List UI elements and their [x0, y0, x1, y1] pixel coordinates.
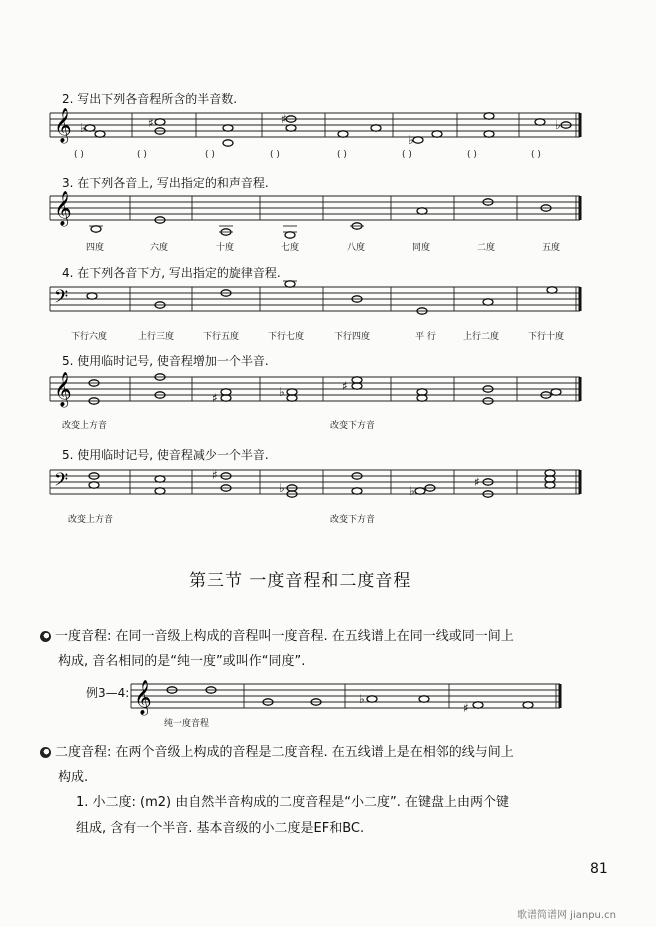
interval-label: 五度 — [542, 243, 561, 253]
interval-label: 平 行 — [415, 332, 436, 342]
svg-text:♭: ♭ — [80, 121, 86, 135]
exercise-5b-title: 5. 使用临时记号, 使音程减少一个半音. — [62, 448, 269, 462]
second-paragraph — [40, 740, 600, 790]
svg-text:♭: ♭ — [408, 133, 414, 147]
svg-text:♭: ♭ — [409, 484, 415, 498]
answer-paren: ( ) — [137, 150, 147, 160]
unison-text-line1: 一度音程: 在同一音级上构成的音程叫一度音程. 在五线谱上在同一线或同一间上 — [55, 629, 514, 644]
answer-paren: ( ) — [531, 150, 541, 160]
answer-paren: ( ) — [270, 150, 280, 160]
interval-label: 下行七度 — [268, 332, 305, 342]
interval-label: 六度 — [150, 243, 169, 253]
svg-text:♯: ♯ — [474, 475, 480, 489]
example-caption: 纯一度音程 — [164, 719, 210, 729]
minor-second-paragraph — [76, 790, 616, 842]
svg-text:♭: ♭ — [279, 385, 285, 399]
interval-label: 八度 — [347, 243, 366, 253]
svg-text:♯: ♯ — [212, 468, 218, 482]
unison-text-line2: 构成, 音名相同的是“纯一度”或叫作“同度”. — [58, 654, 306, 669]
svg-text:♯: ♯ — [463, 701, 469, 715]
svg-text:𝄞: 𝄞 — [54, 191, 72, 226]
second-text-line1: 二度音程: 在两个音级上构成的音程是二度音程. 在五线谱上是在相邻的线与间上 — [55, 745, 514, 760]
interval-label: 下行十度 — [528, 332, 565, 342]
example-label: 例3—4: — [86, 686, 130, 700]
interval-label: 同度 — [412, 243, 431, 253]
svg-text:𝄞: 𝄞 — [54, 372, 72, 407]
answer-paren: ( ) — [402, 150, 412, 160]
change-label: 改变下方音 — [330, 515, 376, 525]
interval-label: 十度 — [216, 243, 235, 253]
exercise-2-title: 2. 写出下列各音程所含的半音数. — [62, 92, 238, 106]
svg-text:𝄢: 𝄢 — [54, 287, 69, 312]
change-label: 改变上方音 — [62, 421, 108, 431]
section-title: 第三节 一度音程和二度音程 — [189, 571, 412, 591]
answer-paren: ( ) — [205, 150, 215, 160]
interval-label: 七度 — [281, 243, 300, 253]
svg-text:♭: ♭ — [279, 481, 285, 495]
interval-label: 四度 — [86, 243, 105, 253]
svg-text:♯: ♯ — [342, 379, 348, 393]
answer-paren: ( ) — [467, 150, 477, 160]
svg-text:𝄞: 𝄞 — [54, 108, 72, 143]
interval-label: 下行四度 — [334, 332, 371, 342]
interval-label: 上行三度 — [138, 332, 175, 342]
svg-text:♯: ♯ — [212, 391, 218, 405]
svg-text:𝄢: 𝄢 — [54, 470, 69, 495]
svg-text:𝄞: 𝄞 — [134, 680, 152, 715]
minor-second-line2: 组成, 含有一个半音. 基本音级的小二度是EF和BC. — [76, 821, 365, 836]
svg-text:♯: ♯ — [281, 112, 287, 126]
svg-text:♭: ♭ — [555, 118, 561, 132]
interval-label: 上行二度 — [463, 332, 500, 342]
page-number: 81 — [590, 861, 608, 877]
second-text-line2: 构成. — [58, 770, 89, 785]
answer-paren: ( ) — [337, 150, 347, 160]
watermark: 歌谱简谱网 jianpu.cn — [517, 910, 616, 921]
interval-label: 下行六度 — [71, 332, 108, 342]
bullet-icon — [40, 747, 51, 758]
exercise-5a-title: 5. 使用临时记号, 使音程增加一个半音. — [62, 354, 269, 368]
svg-text:♯: ♯ — [148, 116, 154, 130]
exercise-3-title: 3. 在下列各音上, 写出指定的和声音程. — [62, 176, 269, 190]
exercise-4-title: 4. 在下列各音下方, 写出指定的旋律音程. — [62, 266, 281, 280]
interval-label: 下行五度 — [203, 332, 240, 342]
svg-text:♭: ♭ — [359, 692, 365, 706]
change-label: 改变上方音 — [68, 515, 114, 525]
change-label: 改变下方音 — [330, 421, 376, 431]
interval-label: 二度 — [477, 243, 496, 253]
minor-second-line1: 1. 小二度: (m2) 由自然半音构成的二度音程是“小二度”. 在键盘上由两个键 — [76, 795, 509, 810]
answer-paren: ( ) — [74, 150, 84, 160]
